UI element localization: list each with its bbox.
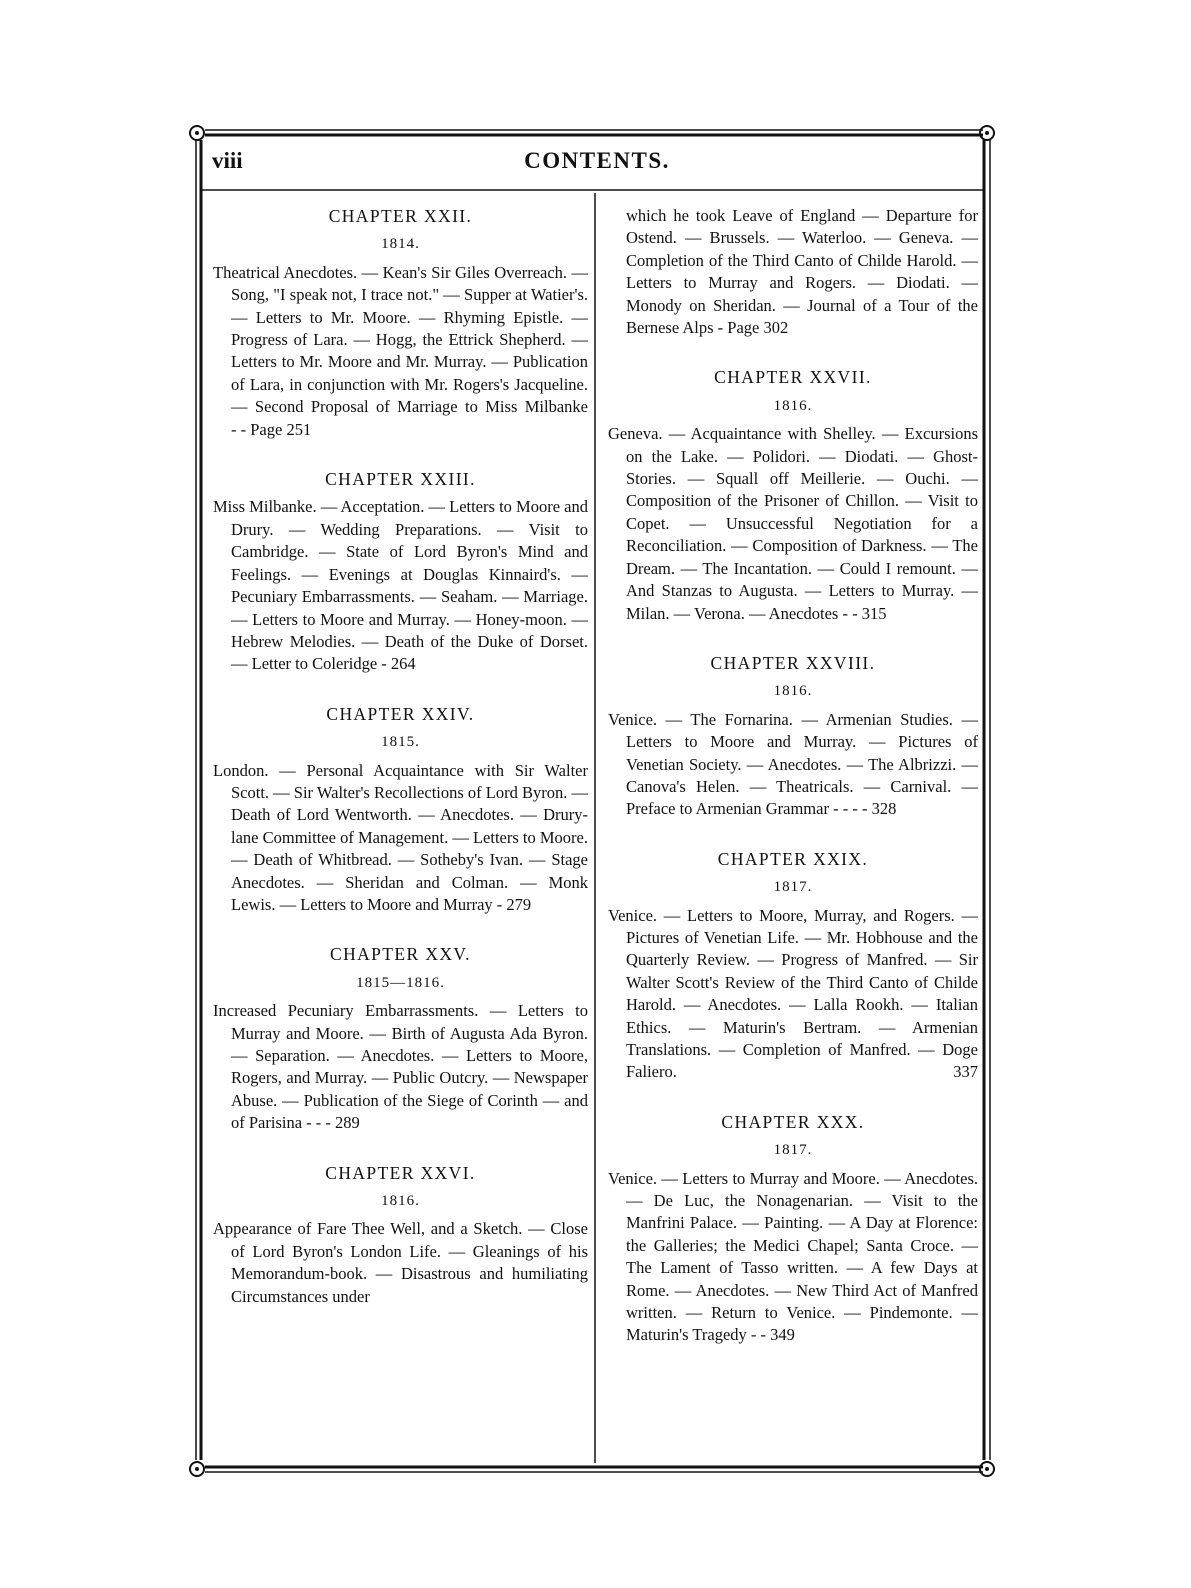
summary-text: Geneva. — Acquaintance with Shelley. — Excursions on the Lake. — Polidori. — Diodati. — Ghost-Stories. — Squall off Meillerie. — Ouchi. — Composition of the Prisoner of Chillon. — Visit to Copet. — Unsuccessful Negotiation for a Reconciliation. — Composition of Darkness. — The Dream. — The Incantation. — Could I remount. — And Stanzas to Augusta. — Letters to Murray. — Milan. — Verona. — Anecdotes bbox=[608, 424, 978, 623]
chapter-title: CHAPTER XXVIII. bbox=[710, 652, 876, 673]
chapter-summary bbox=[608, 709, 978, 821]
page-number: viii bbox=[212, 148, 243, 173]
chapter-entry-continued bbox=[608, 205, 978, 339]
page-title: CONTENTS. bbox=[524, 148, 670, 173]
chapter-entry bbox=[608, 1111, 978, 1347]
page-ref: - 279 bbox=[496, 894, 532, 914]
chapter-summary bbox=[608, 905, 978, 1084]
summary-text: Theatrical Anecdotes. — Kean's Sir Giles Overreach. — Song, "I speak not, I trace not." — Supper at Watier's. — Letters to Mr. Moore. — Rhyming Epistle. — Progress of Lara. — Hogg, the Ettrick Shepherd. — Letters to Mr. Moore and Mr. Murray. — Publication of Lara, in conjunction with Mr. Rogers's Jacqueline. — Second Proposal of Marriage to Miss Milbanke bbox=[213, 262, 588, 417]
chapter-summary bbox=[213, 262, 588, 441]
chapter-title: CHAPTER XXX. bbox=[721, 1111, 865, 1132]
chapter-year: 1815. bbox=[381, 734, 420, 751]
chapter-summary bbox=[213, 760, 588, 917]
chapter-summary bbox=[213, 496, 588, 675]
chapter-summary bbox=[608, 205, 978, 339]
chapter-entry bbox=[608, 848, 978, 1084]
summary-text: which he took Leave of England — Departure for Ostend. — Brussels. — Waterloo. — Geneva. — Completion of the Third Canto of Childe Harold. — Letters to Murray and Rogers. — Diodati. — Monody on Sheridan. — Journal of a Tour of the Bernese Alps bbox=[626, 206, 978, 338]
page-ref: - - - 289 bbox=[306, 1113, 360, 1133]
summary-text: Venice. — The Fornarina. — Armenian Studies. — Letters to Moore and Murray. — Pictures of Venetian Society. — Anecdotes. — The Albrizzi. — Canova's Helen. — Theatricals. — Carnival. — Preface to Armenian Grammar bbox=[608, 709, 978, 819]
chapter-year: 1816. bbox=[773, 683, 813, 700]
chapter-summary bbox=[213, 1000, 588, 1134]
chapter-entry bbox=[608, 652, 978, 821]
chapter-entry bbox=[213, 1162, 588, 1308]
chapter-title: CHAPTER XXII. bbox=[328, 206, 473, 226]
chapter-summary bbox=[213, 1218, 588, 1308]
chapter-title: CHAPTER XXIX. bbox=[717, 848, 869, 869]
page-ref: - - 315 bbox=[842, 603, 887, 623]
summary-text: Venice. — Letters to Murray and Moore. — Anecdotes. — De Luc, the Nonagenarian. — Visit to the Manfrini Palace. — Painting. — A Day at Florence: the Galleries; the Medici Chapel; Santa Croce. — The Lament of Tasso written. — A few Days at Rome. — Anecdotes. — New Third Act of Manfred written. — Return to Venice. — Pindemonte. — Maturin's Tragedy bbox=[608, 1168, 978, 1345]
chapter-entry bbox=[213, 703, 588, 917]
chapter-entry bbox=[213, 943, 588, 1134]
chapter-year: 1815—1816. bbox=[356, 974, 445, 991]
summary-text: Increased Pecuniary Embarrassments. — Letters to Murray and Moore. — Birth of Augusta Ada Byron. — Separation. — Anecdotes. — Letters to Moore, Rogers, and Murray. — Public Outcry. — Newspaper Abuse. — Publication of the Siege of Corinth — and of Parisina bbox=[213, 1001, 588, 1133]
summary-text: Miss Milbanke. — Acceptation. — Letters to Moore and Drury. — Wedding Preparations. — Visit to Cambridge. — State of Lord Byron's Mind and Feelings. — Evenings at Douglas Kinnaird's. — Pecuniary Embarrassments. — Seaham. — Marriage. — Letters to Moore and Murray. — Honey-moon. — Hebrew Melodies. — Death of the Duke of Dorset. — Letter to Coleridge bbox=[213, 497, 588, 674]
chapter-year: 1816. bbox=[381, 1193, 420, 1210]
corner-ornament-icon bbox=[980, 126, 994, 140]
chapter-title: CHAPTER XXIII. bbox=[325, 469, 476, 490]
page-ref: - - 349 bbox=[750, 1325, 795, 1345]
page-ref: - - - - 328 bbox=[833, 799, 897, 819]
chapter-entry bbox=[213, 468, 588, 676]
page-ref: 337 bbox=[953, 1062, 978, 1082]
page-ref: - 264 bbox=[381, 654, 416, 674]
right-column bbox=[608, 205, 978, 1347]
chapter-year: 1814. bbox=[381, 236, 420, 253]
summary-text: London. — Personal Acquaintance with Sir Walter Scott. — Sir Walter's Recollections of Lord Byron. — Death of Lord Wentworth. — Anecdotes. — Drury-lane Committee of Management. — Letters to Moore. — Death of Whitbread. — Sotheby's Ivan. — Stage Anecdotes. — Sheridan and Colman. — Monk Lewis. — Letters to Moore and Murray bbox=[213, 760, 588, 914]
chapter-title: CHAPTER XXIV. bbox=[326, 703, 475, 724]
chapter-entry bbox=[608, 366, 978, 624]
left-column bbox=[213, 205, 588, 1308]
corner-ornament-icon bbox=[190, 126, 204, 140]
summary-text: Venice. — Letters to Moore, Murray, and Rogers. — Pictures of Venetian Life. — Mr. Hobhouse and the Quarterly Review. — Progress of Manfred. — Sir Walter Scott's Review of the Third Canto of Childe Harold. — Anecdotes. — Lalla Rookh. — Italian Ethics. — Maturin's Bertram. — Armenian Translations. — Completion of Manfred. — Doge Faliero. bbox=[608, 905, 978, 1082]
chapter-year: 1817. bbox=[773, 879, 813, 896]
chapter-title: CHAPTER XXVI. bbox=[325, 1162, 476, 1183]
chapter-year: 1817. bbox=[773, 1142, 813, 1159]
corner-ornament-icon bbox=[980, 1462, 994, 1476]
chapter-title: CHAPTER XXVII. bbox=[714, 367, 872, 388]
chapter-title: CHAPTER XXV. bbox=[330, 944, 471, 965]
chapter-summary bbox=[608, 423, 978, 625]
page-ref: - Page 302 bbox=[717, 318, 789, 338]
corner-ornament-icon bbox=[190, 1462, 204, 1476]
chapter-year: 1816. bbox=[773, 397, 813, 414]
chapter-summary bbox=[608, 1168, 978, 1347]
summary-text: Appearance of Fare Thee Well, and a Sketch. — Close of Lord Byron's London Life. — Gleanings of his Memorandum-book. — Disastrous and humiliating Circumstances under bbox=[213, 1219, 588, 1306]
chapter-entry bbox=[213, 205, 588, 441]
page-ref: - - Page 251 bbox=[231, 419, 312, 439]
running-head bbox=[212, 148, 982, 182]
